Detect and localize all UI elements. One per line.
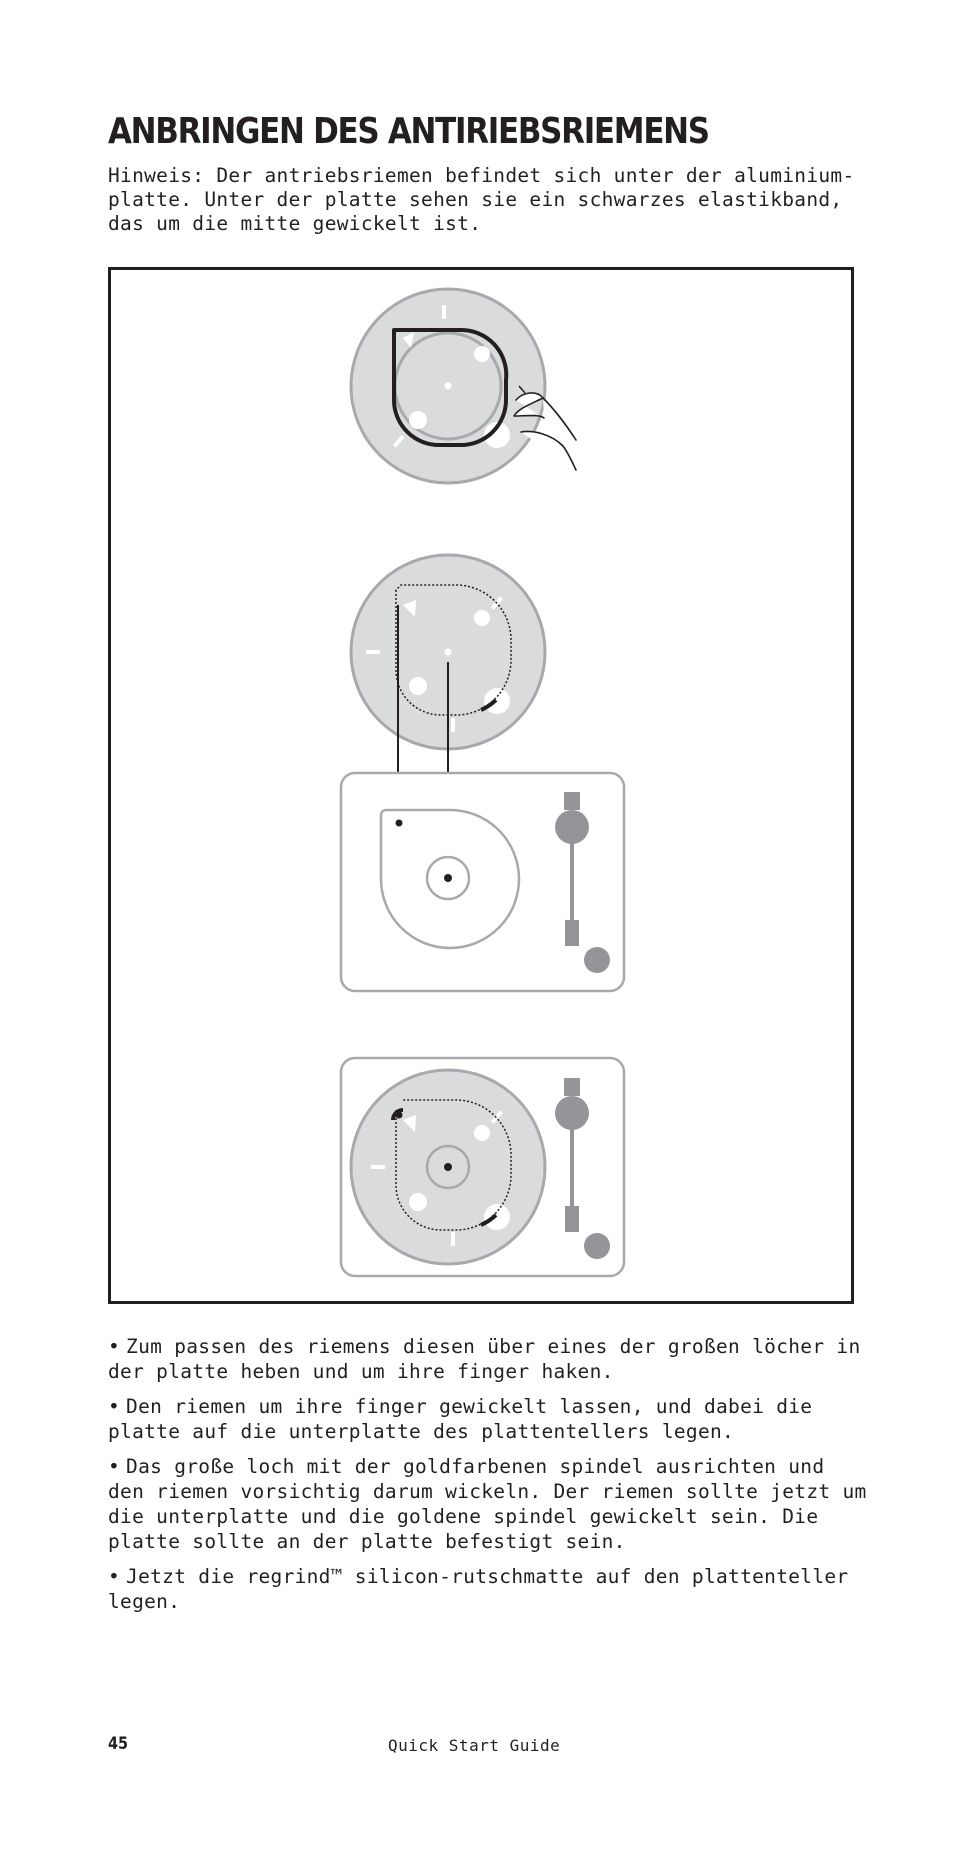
step3-turntable-base — [341, 773, 624, 991]
page-title: ANBRINGEN DES ANTIRIEBSRIEMENS — [108, 111, 709, 152]
belt-installation-figure — [108, 267, 854, 1304]
bullet-mark: • — [108, 1335, 121, 1358]
bullet-mark: • — [108, 1395, 121, 1418]
hand-icon — [514, 393, 576, 470]
page-number: 45 — [108, 1734, 129, 1754]
instruction-item — [108, 1334, 868, 1384]
belt-installation-illustration — [111, 270, 857, 1307]
bullet-mark: • — [108, 1455, 121, 1478]
instruction-text: Zum passen des riemens diesen über eines der großen löcher in der platte heben und um ihre finger haken. — [108, 1335, 861, 1383]
step1-platter-with-belt — [351, 289, 576, 483]
footer-guide-title: Quick Start Guide — [388, 1736, 561, 1755]
instruction-item — [108, 1454, 868, 1554]
instruction-text: Den riemen um ihre finger gewickelt lassen, und dabei die platte auf die unterplatte des plattentellers legen. — [108, 1395, 813, 1443]
step4-turntable-complete — [341, 1058, 624, 1276]
instruction-list — [108, 1334, 868, 1624]
instruction-text: Jetzt die regrind™ silicon-rutschmatte auf den plattenteller legen. — [108, 1565, 849, 1613]
instruction-item — [108, 1564, 868, 1614]
bullet-mark: • — [108, 1565, 121, 1588]
instruction-text: Das große loch mit der goldfarbenen spindel ausrichten und den riemen vorsichtig darum wickeln. Der riemen sollte jetzt um die unterplatte und die goldene spindel gewickelt sein. Die platte sollte an der platte befestigt sein. — [108, 1455, 867, 1553]
instruction-item — [108, 1394, 868, 1444]
belt-note: Hinweis: Der antriebsriemen befindet sich unter der aluminium-platte. Unter der platte sehen sie ein schwarzes elastikband, das um die mitte gewickelt ist. — [108, 164, 855, 235]
